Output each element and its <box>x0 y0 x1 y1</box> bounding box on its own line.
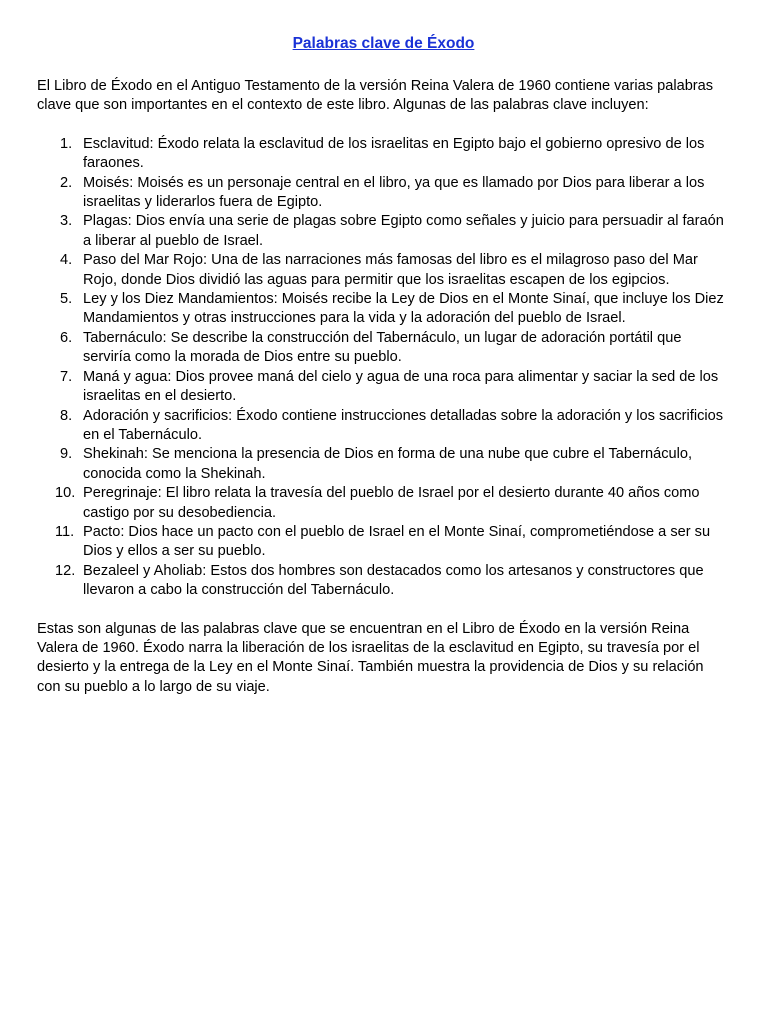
list-item-text: Shekinah: Se menciona la presencia de Dios en forma de una nube que cubre el Tabernáculo, conocida como la Shekinah. <box>83 446 693 482</box>
list-item-text: Peregrinaje: El libro relata la travesía del pueblo de Israel por el desierto durante 40 años como castigo por su desobediencia. <box>83 485 700 521</box>
list-item-text: Maná y agua: Dios provee maná del cielo y agua de una roca para alimentar y saciar la sed de los israelitas en el desierto. <box>83 368 719 405</box>
list-item-number: 9. <box>60 446 73 463</box>
title-link[interactable]: Palabras clave de Éxodo <box>292 35 475 52</box>
list-item <box>37 523 730 562</box>
list-item-text: Paso del Mar Rojo: Una de las narraciones más famosas del libro es el milagroso paso del Mar Rojo, donde Dios dividió las aguas para permitir que los israelitas escapen de los egipcios. <box>83 252 698 288</box>
list-item <box>37 484 730 523</box>
list-item-number: 10. <box>55 485 76 502</box>
intro-paragraph: El Libro de Éxodo en el Antiguo Testamento de la versión Reina Valera de 1960 contiene varias palabras clave que son importantes en el contexto de este libro. Algunas de las palabras clave incluyen: <box>37 78 714 114</box>
list-item-text: Moisés: Moisés es un personaje central en el libro, ya que es llamado por Dios para liberar a los israelitas y liderarlos fuera de Egipto. <box>83 174 705 211</box>
list-item-number: 3. <box>60 213 73 230</box>
list-item-text: Plagas: Dios envía una serie de plagas sobre Egipto como señales y juicio para persuadir al faraón a liberar al pueblo de Israel. <box>83 213 724 249</box>
list-item-number: 7. <box>60 368 73 385</box>
list-item-number: 1. <box>60 135 73 152</box>
list-item <box>37 445 730 484</box>
list-item-text: Esclavitud: Éxodo relata la esclavitud de los israelitas en Egipto bajo el gobierno opresivo de los faraones. <box>83 135 705 172</box>
list-item-text: Adoración y sacrificios: Éxodo contiene instrucciones detalladas sobre la adoración y los sacrificios en el Tabernáculo. <box>83 407 724 443</box>
list-item-text: Tabernáculo: Se describe la construcción del Tabernáculo, un lugar de adoración portátil que serviría como la morada de Dios entre su pueblo. <box>83 329 682 366</box>
conclusion-paragraph: Estas son algunas de las palabras clave que se encuentran en el Libro de Éxodo en la versión Reina Valera de 1960. Éxodo narra la liberación de los israelitas de la esclavitud en Egipto, su travesía por el desierto y la entrega de la Ley en el Monte Sinaí. También muestra la providencia de Dios y su relación con su pueblo a lo largo de su viaje. <box>37 620 704 695</box>
list-item <box>37 562 730 601</box>
list-item-text: Bezaleel y Aholiab: Estos dos hombres son destacados como los artesanos y constructores que llevaron a cabo la construcción del Tabernáculo. <box>83 562 704 599</box>
keyword-list <box>37 135 730 601</box>
list-item-number: 8. <box>60 407 73 424</box>
list-item-number: 6. <box>60 329 73 346</box>
list-item-number: 4. <box>60 252 73 269</box>
list-item <box>37 174 730 213</box>
list-item-number: 12. <box>55 562 76 579</box>
list-item-number: 5. <box>60 291 73 308</box>
list-item-text: Ley y los Diez Mandamientos: Moisés recibe la Ley de Dios en el Monte Sinaí, que incluye los Diez Mandamientos y otras instrucciones para la vida y la adoración del pueblo de Israel. <box>83 291 724 327</box>
list-item <box>37 407 730 446</box>
page-title <box>37 34 730 54</box>
list-item <box>37 212 730 251</box>
list-item-text: Pacto: Dios hace un pacto con el pueblo de Israel en el Monte Sinaí, comprometiéndose a ser su Dios y ellos a ser su pueblo. <box>83 523 711 560</box>
list-item-number: 2. <box>60 174 73 191</box>
list-item <box>37 135 730 174</box>
list-item <box>37 329 730 368</box>
list-item-number: 11. <box>55 523 75 540</box>
list-item <box>37 368 730 407</box>
list-item <box>37 251 730 290</box>
list-item <box>37 290 730 329</box>
